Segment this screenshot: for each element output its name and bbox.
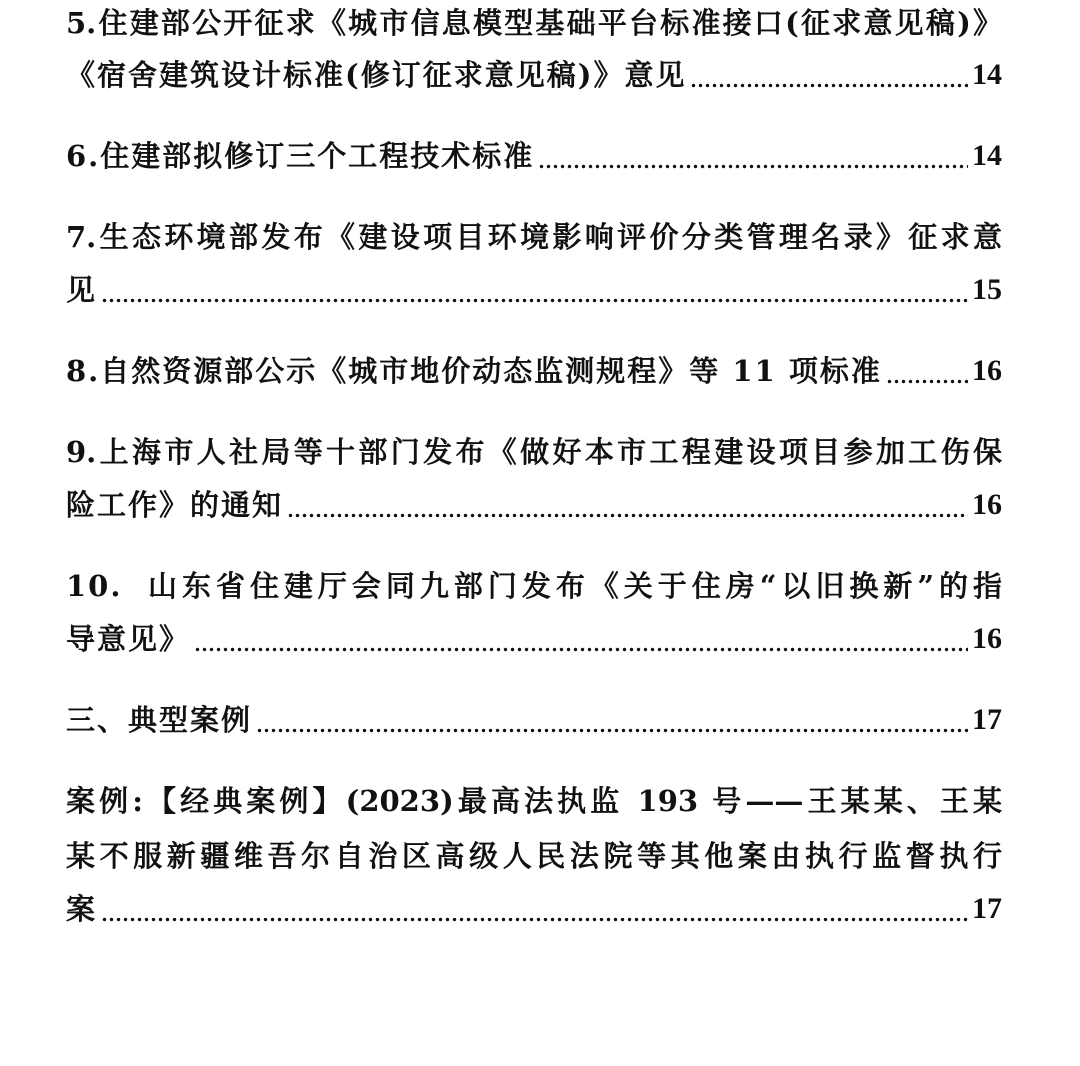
toc-page-number: 15 (972, 273, 1002, 306)
toc-entry-text: 8.自然资源部公示《城市地价动态监测规程》等 11 项标准 (66, 354, 882, 388)
dot-leader (101, 263, 968, 317)
dot-leader (690, 48, 968, 102)
toc-entry-7-line-1[interactable] (66, 210, 1002, 264)
toc-entry-text: 三、典型案例 (66, 703, 253, 737)
toc-page-number: 17 (972, 892, 1002, 925)
toc-entry-text: 5.住建部公开征求《城市信息模型基础平台标准接口(征求意见稿)》 (66, 6, 1002, 40)
toc-case-line-2[interactable] (66, 829, 1002, 883)
toc-entry-text: 险工作》的通知 (66, 488, 284, 522)
toc-entry-text: 导意见》 (66, 622, 191, 656)
toc-case-line-1[interactable] (66, 774, 1002, 828)
toc-case-line-3[interactable] (66, 882, 1002, 936)
toc-entry-text: 6.住建部拟修订三个工程技术标准 (66, 139, 535, 173)
toc-entry-6[interactable] (66, 129, 1002, 183)
toc-entry-5-line-1[interactable] (66, 0, 1002, 50)
toc-entry-9-line-1[interactable] (66, 425, 1002, 479)
toc-entry-text: 案 (66, 892, 98, 926)
toc-entry-10-line-1[interactable] (66, 559, 1002, 613)
toc-entry-text: 7.生态环境部发布《建设项目环境影响评价分类管理名录》征求意 (66, 220, 1002, 254)
toc-page-number: 16 (972, 488, 1002, 521)
dot-leader (287, 478, 968, 532)
toc-entry-text: 见 (66, 273, 98, 307)
toc-entry-text: 某不服新疆维吾尔自治区高级人民法院等其他案由执行监督执行 (66, 839, 1002, 873)
toc-page-number: 16 (972, 354, 1002, 387)
dot-leader (101, 882, 968, 936)
toc-entry-number: 10. (66, 569, 123, 603)
toc-entry-9-line-2[interactable] (66, 478, 1002, 532)
dot-leader (194, 612, 968, 666)
dot-leader (538, 129, 968, 183)
toc-page-number: 14 (972, 139, 1002, 172)
toc-entry-text: 山东省住建厅会同九部门发布《关于住房“以旧换新”的指 (148, 569, 1002, 603)
toc-page-number: 16 (972, 622, 1002, 655)
toc-entry-text: 《宿舍建筑设计标准(修订征求意见稿)》意见 (66, 58, 687, 92)
toc-entry-text: 9.上海市人社局等十部门发布《做好本市工程建设项目参加工伤保 (66, 435, 1002, 469)
dot-leader (256, 693, 968, 747)
toc-entry-10-line-2[interactable] (66, 612, 1002, 666)
toc-section-typical-cases[interactable] (66, 693, 1002, 747)
toc-entry-5-line-2[interactable] (66, 48, 1002, 102)
toc-page-number: 17 (972, 703, 1002, 736)
toc-entry-8[interactable] (66, 344, 1002, 398)
toc-page-number: 14 (972, 58, 1002, 91)
toc-entry-text: 案例:【经典案例】(2023)最高法执监 193 号——王某某、王某 (66, 784, 1002, 818)
toc-entry-7-line-2[interactable] (66, 263, 1002, 317)
dot-leader (886, 344, 968, 398)
